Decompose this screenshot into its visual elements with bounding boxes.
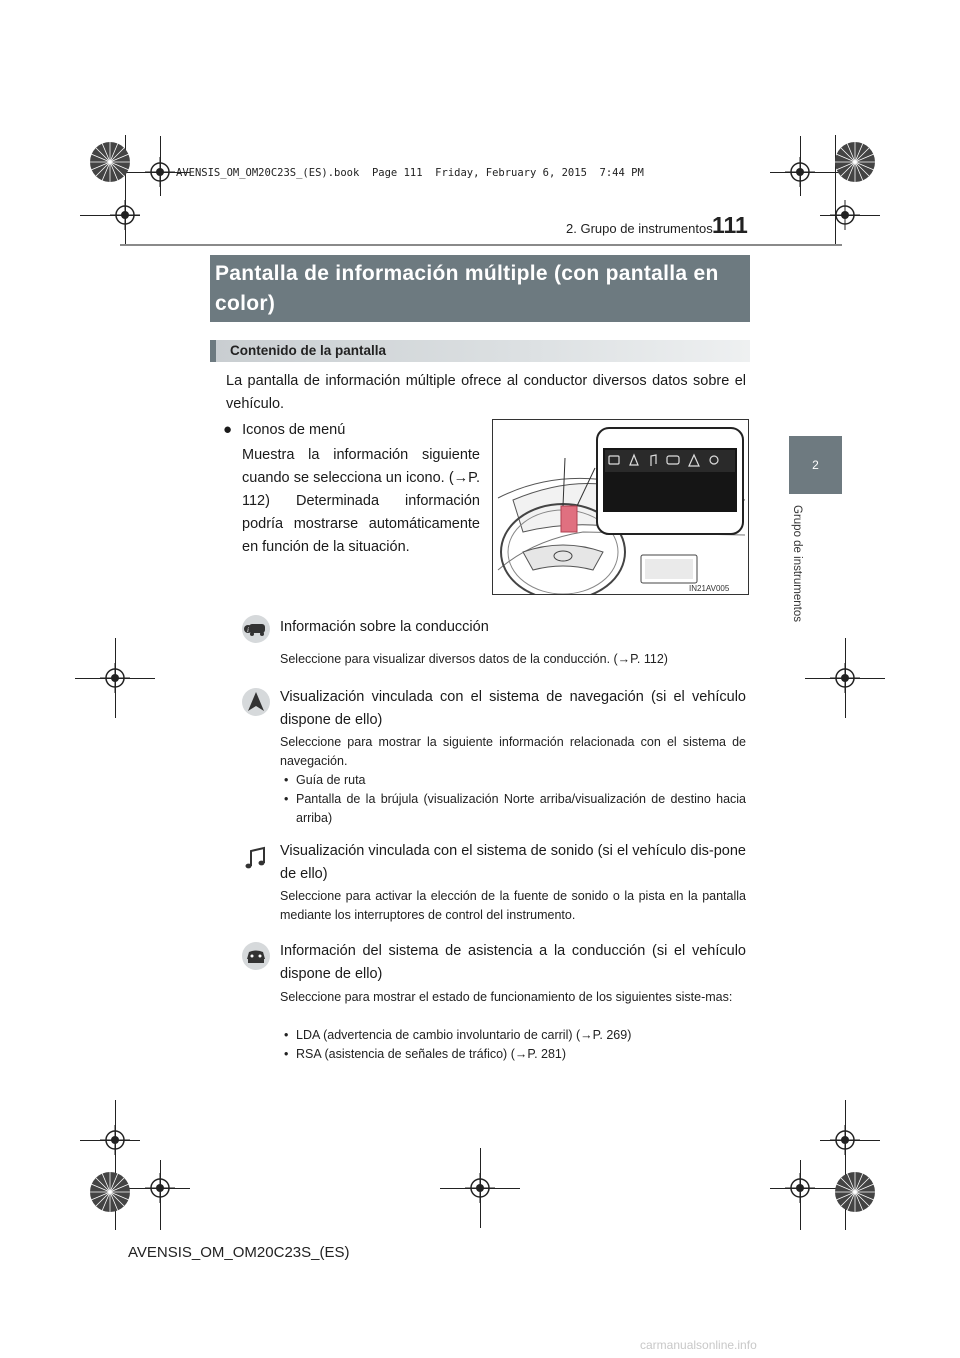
registration-mark-icon xyxy=(785,157,815,187)
chapter-tab-label: Grupo de instrumentos xyxy=(791,505,803,622)
menu-icons-heading xyxy=(223,418,345,442)
printer-starburst-icon xyxy=(88,1170,132,1214)
watermark: carmanualsonline.info xyxy=(640,1338,757,1352)
entry-description: Seleccione para mostrar la siguiente información relacionada con el sistema de navegación. xyxy=(280,735,746,768)
registration-mark-icon xyxy=(830,200,860,230)
entry-bullet-list xyxy=(280,1026,746,1064)
driving-assist-car-icon xyxy=(240,940,272,972)
registration-mark-icon xyxy=(785,1173,815,1203)
list-item: • RSA (asistencia de señales de tráfico) (→P. 281) xyxy=(280,1045,746,1064)
chapter-tab: 2 xyxy=(789,436,842,494)
section-label: 2. Grupo de instrumentos xyxy=(566,221,713,236)
footer-manual-code: AVENSIS_OM_OM20C23S_(ES) xyxy=(128,1244,350,1261)
entry-description: Seleccione para mostrar el estado de funcionamiento de los siguientes siste-mas: xyxy=(280,990,733,1004)
page-number: 111 xyxy=(712,212,748,238)
printer-starburst-icon xyxy=(833,140,877,184)
list-item: • LDA (advertencia de cambio involuntario de carril) (→P. 269) xyxy=(280,1026,746,1045)
header-rule xyxy=(120,244,842,246)
svg-text:i: i xyxy=(247,626,249,634)
registration-mark-icon xyxy=(110,200,140,230)
registration-mark-icon xyxy=(830,663,860,693)
registration-mark-icon xyxy=(100,1125,130,1155)
entry-title: Visualización vinculada con el sistema de sonido (si el vehículo dis-pone de ello) xyxy=(280,843,746,882)
registration-mark-icon xyxy=(465,1173,495,1203)
navigation-arrow-icon xyxy=(240,686,272,718)
entry-title: Información sobre la conducción xyxy=(280,619,489,635)
page-title: Pantalla de información múltiple (con pantalla en color) xyxy=(210,255,750,322)
car-info-icon xyxy=(240,613,272,645)
bullet-dot-icon: ● xyxy=(223,421,233,438)
list-item: • Pantalla de la brújula (visualización Norte arriba/visualización de destino hacia arriba) xyxy=(280,790,746,828)
printer-starburst-icon xyxy=(833,1170,877,1214)
menu-icons-heading-text: Iconos de menú xyxy=(242,422,346,438)
registration-mark-icon xyxy=(145,157,175,187)
entry-title: Información del sistema de asistencia a la conducción (si el vehículo dispone de ello) xyxy=(280,943,746,982)
registration-mark-icon xyxy=(145,1173,175,1203)
figure-code: IN21AV005 xyxy=(689,584,730,593)
menu-icons-description: Muestra la información siguiente cuando se selecciona un icono. (→P. 112) Determinada información podría mostrarse automáticamente en función de la situación. xyxy=(242,447,480,555)
entry-description: Seleccione para activar la elección de la fuente de sonido o la pista en la pantalla mediante los interruptores de control del instrumento. xyxy=(280,889,746,922)
entry-bullet-list xyxy=(280,771,746,828)
entry-description: Seleccione para visualizar diversos datos de la conducción. (→P. 112) xyxy=(280,652,668,666)
instrument-cluster-illustration xyxy=(492,419,749,595)
dashboard-drawing xyxy=(493,420,749,595)
book-info-line: AVENSIS_OM_OM20C23S_(ES).book Page 111 Friday, February 6, 2015 7:44 PM xyxy=(176,167,644,179)
registration-mark-icon xyxy=(830,1125,860,1155)
registration-mark-icon xyxy=(100,663,130,693)
entry-title: Visualización vinculada con el sistema de navegación (si el vehículo dispone de ello) xyxy=(280,689,746,728)
list-item: • Guía de ruta xyxy=(280,771,746,790)
printer-starburst-icon xyxy=(88,140,132,184)
intro-paragraph: La pantalla de información múltiple ofrece al conductor diversos datos sobre el vehículo. xyxy=(226,373,746,412)
music-note-icon xyxy=(240,842,272,874)
subheading: Contenido de la pantalla xyxy=(210,340,750,362)
